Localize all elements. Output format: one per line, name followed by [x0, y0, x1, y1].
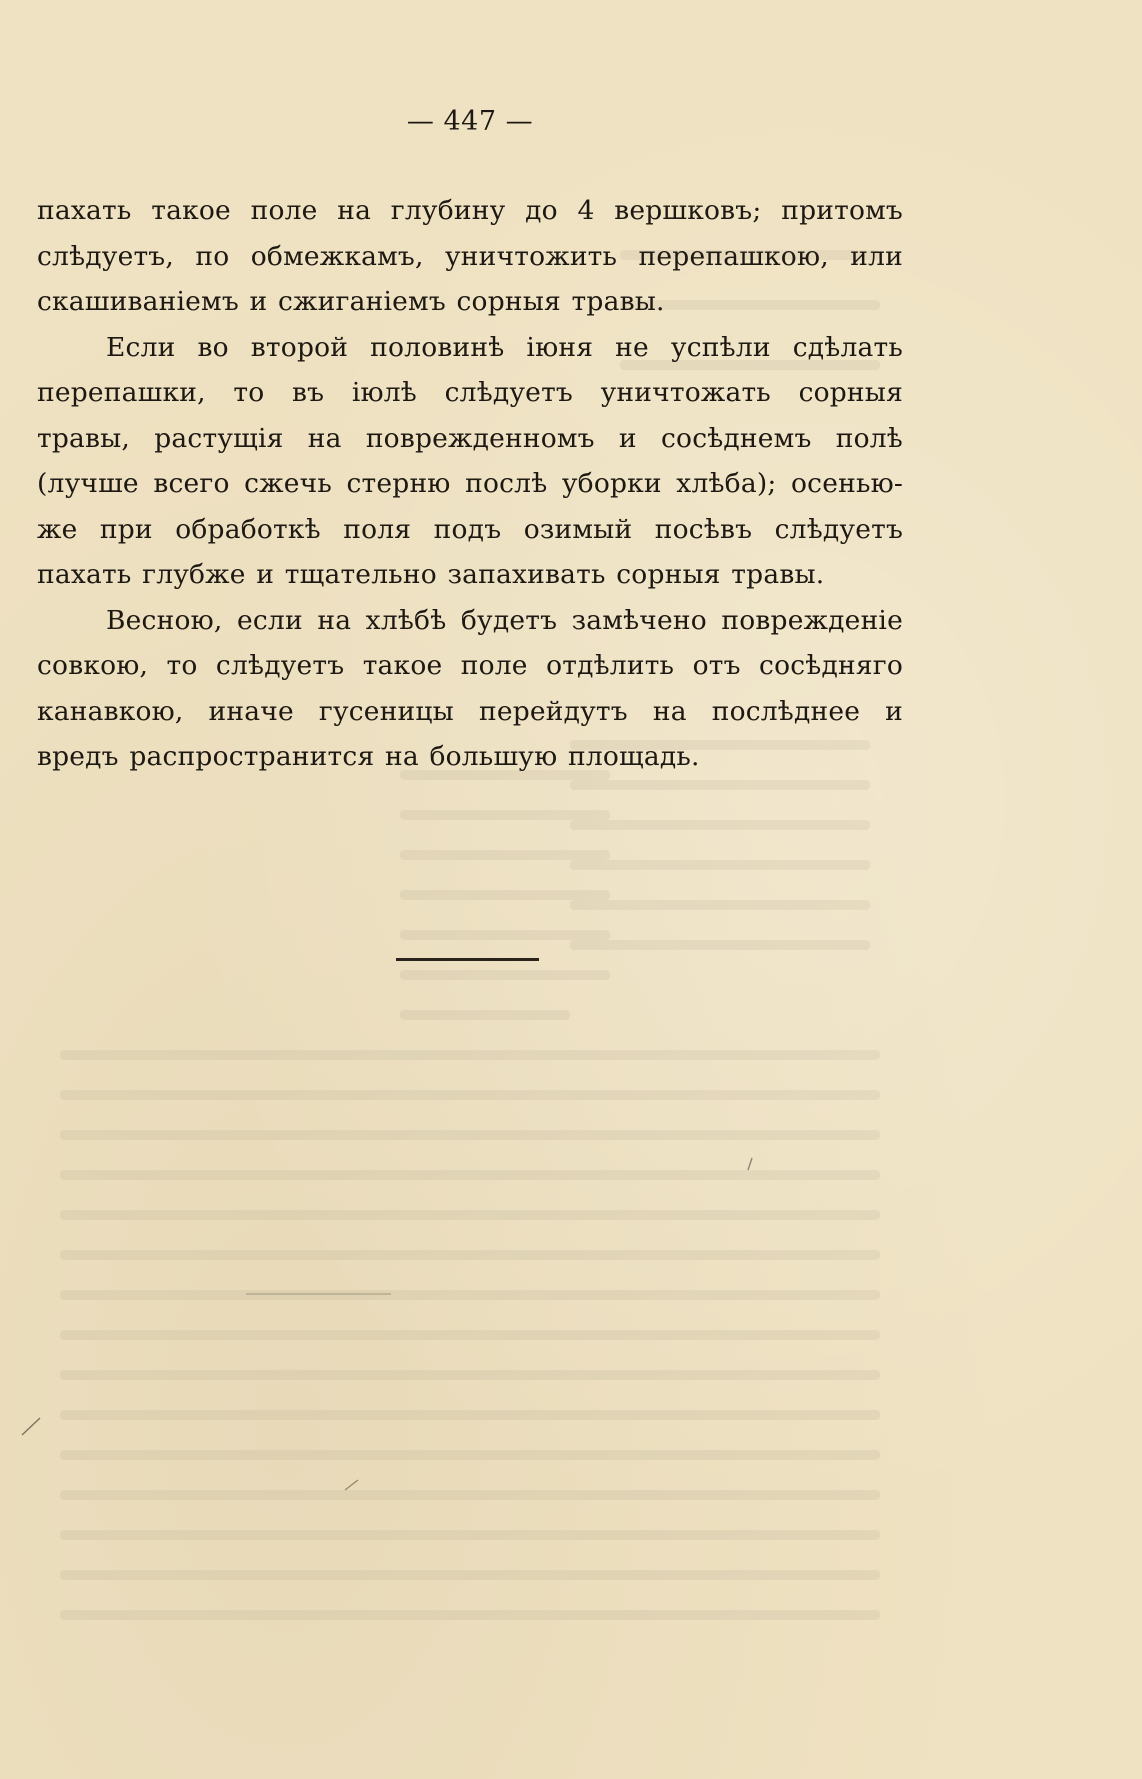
section-end-rule	[396, 958, 539, 961]
body-text	[37, 188, 903, 780]
paragraph-3: Весною, если на хлѣбѣ будетъ замѣчено поврежденіе совкою, то слѣдуетъ такое поле отдѣлить отъ сосѣдняго канавкою, иначе гусеницы перейдутъ на послѣднее и вредъ распространится на большую площадь.	[37, 604, 903, 772]
paragraph-2: Если во второй половинѣ іюня не успѣли сдѣлать перепашки, то въ іюлѣ слѣдуетъ уничтожать сорныя травы, растущія на поврежденномъ и сосѣднемъ полѣ (лучше всего сжечь стерню послѣ уборки хлѣба); осенью-же при обработкѣ поля подъ озимый посѣвъ слѣдуетъ пахать глубже и тщательно запахивать сорныя травы.	[37, 331, 903, 590]
paragraph-1: пахать такое поле на глубину до 4 вершковъ; притомъ слѣдуетъ, по обмежкамъ, уничтожить перепашкою, или скашиваніемъ и сжиганіемъ сорныя травы.	[37, 195, 903, 317]
page-number: — 447 —	[406, 106, 534, 137]
